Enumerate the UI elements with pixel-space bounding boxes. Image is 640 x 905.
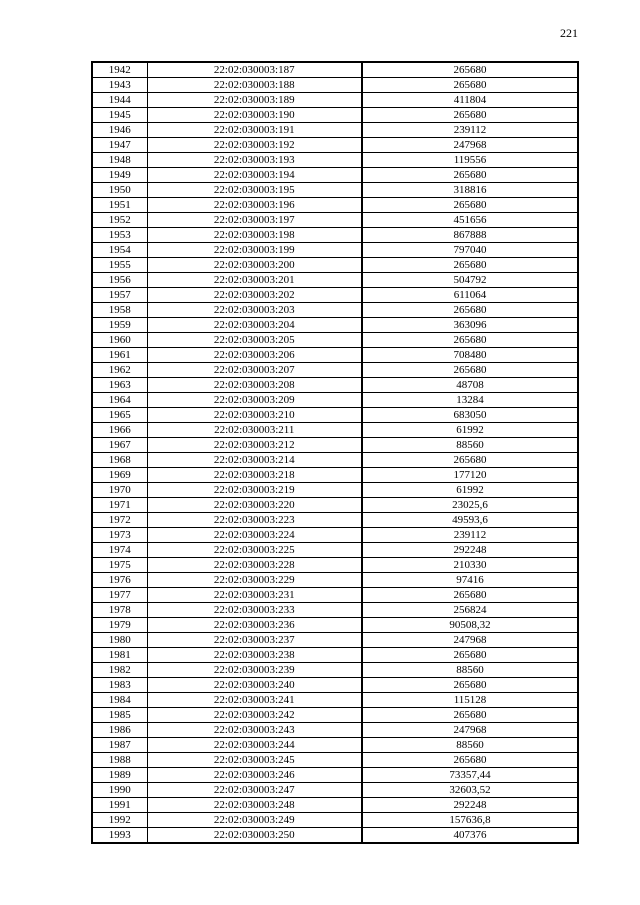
row-number-cell: 1983: [92, 678, 147, 693]
table-row: [92, 513, 578, 528]
cadastral-number-cell: 22:02:030003:214: [147, 453, 362, 468]
row-number-cell: 1946: [92, 123, 147, 138]
value-cell: 97416: [362, 573, 578, 588]
value-cell: 119556: [362, 153, 578, 168]
cadastral-number-cell: 22:02:030003:239: [147, 663, 362, 678]
cadastral-number-cell: 22:02:030003:203: [147, 303, 362, 318]
value-cell: 256824: [362, 603, 578, 618]
table-row: [92, 438, 578, 453]
value-cell: 292248: [362, 798, 578, 813]
row-number-cell: 1981: [92, 648, 147, 663]
cadastral-number-cell: 22:02:030003:238: [147, 648, 362, 663]
value-cell: 407376: [362, 828, 578, 844]
row-number-cell: 1959: [92, 318, 147, 333]
cadastral-number-cell: 22:02:030003:210: [147, 408, 362, 423]
row-number-cell: 1978: [92, 603, 147, 618]
cadastral-table: [91, 61, 579, 844]
row-number-cell: 1993: [92, 828, 147, 844]
table-row: [92, 828, 578, 844]
row-number-cell: 1985: [92, 708, 147, 723]
table-row: [92, 813, 578, 828]
table-row: [92, 603, 578, 618]
row-number-cell: 1969: [92, 468, 147, 483]
cadastral-number-cell: 22:02:030003:192: [147, 138, 362, 153]
row-number-cell: 1975: [92, 558, 147, 573]
row-number-cell: 1979: [92, 618, 147, 633]
cadastral-number-cell: 22:02:030003:225: [147, 543, 362, 558]
row-number-cell: 1950: [92, 183, 147, 198]
value-cell: 239112: [362, 123, 578, 138]
cadastral-number-cell: 22:02:030003:223: [147, 513, 362, 528]
row-number-cell: 1961: [92, 348, 147, 363]
row-number-cell: 1970: [92, 483, 147, 498]
value-cell: 73357,44: [362, 768, 578, 783]
row-number-cell: 1954: [92, 243, 147, 258]
cadastral-number-cell: 22:02:030003:237: [147, 633, 362, 648]
table-row: [92, 408, 578, 423]
cadastral-number-cell: 22:02:030003:193: [147, 153, 362, 168]
value-cell: 265680: [362, 62, 578, 78]
table-row: [92, 153, 578, 168]
value-cell: 90508,32: [362, 618, 578, 633]
table-row: [92, 573, 578, 588]
value-cell: 247968: [362, 138, 578, 153]
table-row: [92, 648, 578, 663]
row-number-cell: 1953: [92, 228, 147, 243]
table-row: [92, 753, 578, 768]
cadastral-number-cell: 22:02:030003:233: [147, 603, 362, 618]
value-cell: 265680: [362, 108, 578, 123]
row-number-cell: 1988: [92, 753, 147, 768]
cadastral-number-cell: 22:02:030003:219: [147, 483, 362, 498]
value-cell: 683050: [362, 408, 578, 423]
value-cell: 265680: [362, 678, 578, 693]
value-cell: 797040: [362, 243, 578, 258]
row-number-cell: 1957: [92, 288, 147, 303]
table-row: [92, 243, 578, 258]
table-row: [92, 288, 578, 303]
row-number-cell: 1955: [92, 258, 147, 273]
value-cell: 88560: [362, 738, 578, 753]
table-row: [92, 453, 578, 468]
table-row: [92, 393, 578, 408]
table-row: [92, 93, 578, 108]
value-cell: 411804: [362, 93, 578, 108]
table-row: [92, 798, 578, 813]
cadastral-number-cell: 22:02:030003:199: [147, 243, 362, 258]
row-number-cell: 1974: [92, 543, 147, 558]
cadastral-number-cell: 22:02:030003:242: [147, 708, 362, 723]
cadastral-number-cell: 22:02:030003:190: [147, 108, 362, 123]
value-cell: 23025,6: [362, 498, 578, 513]
cadastral-number-cell: 22:02:030003:236: [147, 618, 362, 633]
table-row: [92, 498, 578, 513]
value-cell: 504792: [362, 273, 578, 288]
value-cell: 210330: [362, 558, 578, 573]
value-cell: 265680: [362, 258, 578, 273]
value-cell: 48708: [362, 378, 578, 393]
row-number-cell: 1945: [92, 108, 147, 123]
row-number-cell: 1944: [92, 93, 147, 108]
cadastral-number-cell: 22:02:030003:188: [147, 78, 362, 93]
row-number-cell: 1947: [92, 138, 147, 153]
table-row: [92, 138, 578, 153]
cadastral-number-cell: 22:02:030003:202: [147, 288, 362, 303]
value-cell: 867888: [362, 228, 578, 243]
value-cell: 265680: [362, 363, 578, 378]
table-row: [92, 78, 578, 93]
table-row: [92, 423, 578, 438]
cadastral-number-cell: 22:02:030003:249: [147, 813, 362, 828]
value-cell: 115128: [362, 693, 578, 708]
cadastral-number-cell: 22:02:030003:231: [147, 588, 362, 603]
row-number-cell: 1987: [92, 738, 147, 753]
table-body: [92, 62, 578, 843]
row-number-cell: 1980: [92, 633, 147, 648]
value-cell: 61992: [362, 423, 578, 438]
value-cell: 157636,8: [362, 813, 578, 828]
cadastral-number-cell: 22:02:030003:194: [147, 168, 362, 183]
table-row: [92, 678, 578, 693]
row-number-cell: 1973: [92, 528, 147, 543]
cadastral-number-cell: 22:02:030003:248: [147, 798, 362, 813]
table-row: [92, 783, 578, 798]
value-cell: 13284: [362, 393, 578, 408]
cadastral-number-cell: 22:02:030003:204: [147, 318, 362, 333]
table-row: [92, 273, 578, 288]
table-row: [92, 123, 578, 138]
cadastral-number-cell: 22:02:030003:212: [147, 438, 362, 453]
table-row: [92, 693, 578, 708]
cadastral-number-cell: 22:02:030003:196: [147, 198, 362, 213]
row-number-cell: 1962: [92, 363, 147, 378]
value-cell: 265680: [362, 453, 578, 468]
table-row: [92, 633, 578, 648]
value-cell: 265680: [362, 303, 578, 318]
row-number-cell: 1991: [92, 798, 147, 813]
table-row: [92, 348, 578, 363]
table-row: [92, 618, 578, 633]
table-row: [92, 723, 578, 738]
cadastral-number-cell: 22:02:030003:228: [147, 558, 362, 573]
row-number-cell: 1977: [92, 588, 147, 603]
cadastral-number-cell: 22:02:030003:206: [147, 348, 362, 363]
cadastral-number-cell: 22:02:030003:197: [147, 213, 362, 228]
table-row: [92, 363, 578, 378]
table-row: [92, 62, 578, 78]
row-number-cell: 1964: [92, 393, 147, 408]
cadastral-number-cell: 22:02:030003:244: [147, 738, 362, 753]
cadastral-number-cell: 22:02:030003:200: [147, 258, 362, 273]
row-number-cell: 1990: [92, 783, 147, 798]
value-cell: 265680: [362, 198, 578, 213]
row-number-cell: 1968: [92, 453, 147, 468]
cadastral-number-cell: 22:02:030003:218: [147, 468, 362, 483]
row-number-cell: 1984: [92, 693, 147, 708]
row-number-cell: 1971: [92, 498, 147, 513]
row-number-cell: 1943: [92, 78, 147, 93]
table-row: [92, 258, 578, 273]
cadastral-number-cell: 22:02:030003:207: [147, 363, 362, 378]
cadastral-number-cell: 22:02:030003:245: [147, 753, 362, 768]
value-cell: 265680: [362, 648, 578, 663]
table-row: [92, 543, 578, 558]
value-cell: 292248: [362, 543, 578, 558]
table-row: [92, 588, 578, 603]
table-row: [92, 168, 578, 183]
value-cell: 239112: [362, 528, 578, 543]
table-row: [92, 213, 578, 228]
row-number-cell: 1982: [92, 663, 147, 678]
row-number-cell: 1952: [92, 213, 147, 228]
table-row: [92, 198, 578, 213]
cadastral-number-cell: 22:02:030003:198: [147, 228, 362, 243]
row-number-cell: 1976: [92, 573, 147, 588]
cadastral-number-cell: 22:02:030003:229: [147, 573, 362, 588]
row-number-cell: 1958: [92, 303, 147, 318]
cadastral-number-cell: 22:02:030003:211: [147, 423, 362, 438]
value-cell: 265680: [362, 333, 578, 348]
table-row: [92, 333, 578, 348]
cadastral-number-cell: 22:02:030003:195: [147, 183, 362, 198]
cadastral-number-cell: 22:02:030003:209: [147, 393, 362, 408]
table-row: [92, 303, 578, 318]
cadastral-number-cell: 22:02:030003:247: [147, 783, 362, 798]
row-number-cell: 1960: [92, 333, 147, 348]
row-number-cell: 1966: [92, 423, 147, 438]
value-cell: 265680: [362, 168, 578, 183]
page-number: 221: [560, 26, 578, 40]
table-row: [92, 228, 578, 243]
row-number-cell: 1992: [92, 813, 147, 828]
value-cell: 265680: [362, 78, 578, 93]
cadastral-number-cell: 22:02:030003:240: [147, 678, 362, 693]
cadastral-number-cell: 22:02:030003:220: [147, 498, 362, 513]
row-number-cell: 1949: [92, 168, 147, 183]
cadastral-number-cell: 22:02:030003:187: [147, 62, 362, 78]
value-cell: 451656: [362, 213, 578, 228]
row-number-cell: 1972: [92, 513, 147, 528]
value-cell: 363096: [362, 318, 578, 333]
row-number-cell: 1956: [92, 273, 147, 288]
value-cell: 88560: [362, 438, 578, 453]
row-number-cell: 1989: [92, 768, 147, 783]
table-row: [92, 468, 578, 483]
value-cell: 49593,6: [362, 513, 578, 528]
row-number-cell: 1951: [92, 198, 147, 213]
cadastral-number-cell: 22:02:030003:191: [147, 123, 362, 138]
table-row: [92, 663, 578, 678]
cadastral-number-cell: 22:02:030003:243: [147, 723, 362, 738]
cadastral-number-cell: 22:02:030003:241: [147, 693, 362, 708]
table-row: [92, 708, 578, 723]
value-cell: 318816: [362, 183, 578, 198]
row-number-cell: 1963: [92, 378, 147, 393]
table-row: [92, 738, 578, 753]
row-number-cell: 1965: [92, 408, 147, 423]
table-row: [92, 528, 578, 543]
cadastral-number-cell: 22:02:030003:224: [147, 528, 362, 543]
cadastral-number-cell: 22:02:030003:189: [147, 93, 362, 108]
table-row: [92, 318, 578, 333]
value-cell: 177120: [362, 468, 578, 483]
value-cell: 61992: [362, 483, 578, 498]
cadastral-number-cell: 22:02:030003:201: [147, 273, 362, 288]
cadastral-number-cell: 22:02:030003:246: [147, 768, 362, 783]
row-number-cell: 1948: [92, 153, 147, 168]
table-row: [92, 558, 578, 573]
value-cell: 247968: [362, 633, 578, 648]
table-row: [92, 768, 578, 783]
cadastral-number-cell: 22:02:030003:208: [147, 378, 362, 393]
row-number-cell: 1942: [92, 62, 147, 78]
table-row: [92, 108, 578, 123]
value-cell: 265680: [362, 588, 578, 603]
value-cell: 88560: [362, 663, 578, 678]
value-cell: 32603,52: [362, 783, 578, 798]
cadastral-number-cell: 22:02:030003:205: [147, 333, 362, 348]
table-row: [92, 483, 578, 498]
value-cell: 708480: [362, 348, 578, 363]
value-cell: 265680: [362, 708, 578, 723]
value-cell: 265680: [362, 753, 578, 768]
table-row: [92, 183, 578, 198]
value-cell: 611064: [362, 288, 578, 303]
value-cell: 247968: [362, 723, 578, 738]
table-row: [92, 378, 578, 393]
row-number-cell: 1967: [92, 438, 147, 453]
row-number-cell: 1986: [92, 723, 147, 738]
cadastral-number-cell: 22:02:030003:250: [147, 828, 362, 844]
